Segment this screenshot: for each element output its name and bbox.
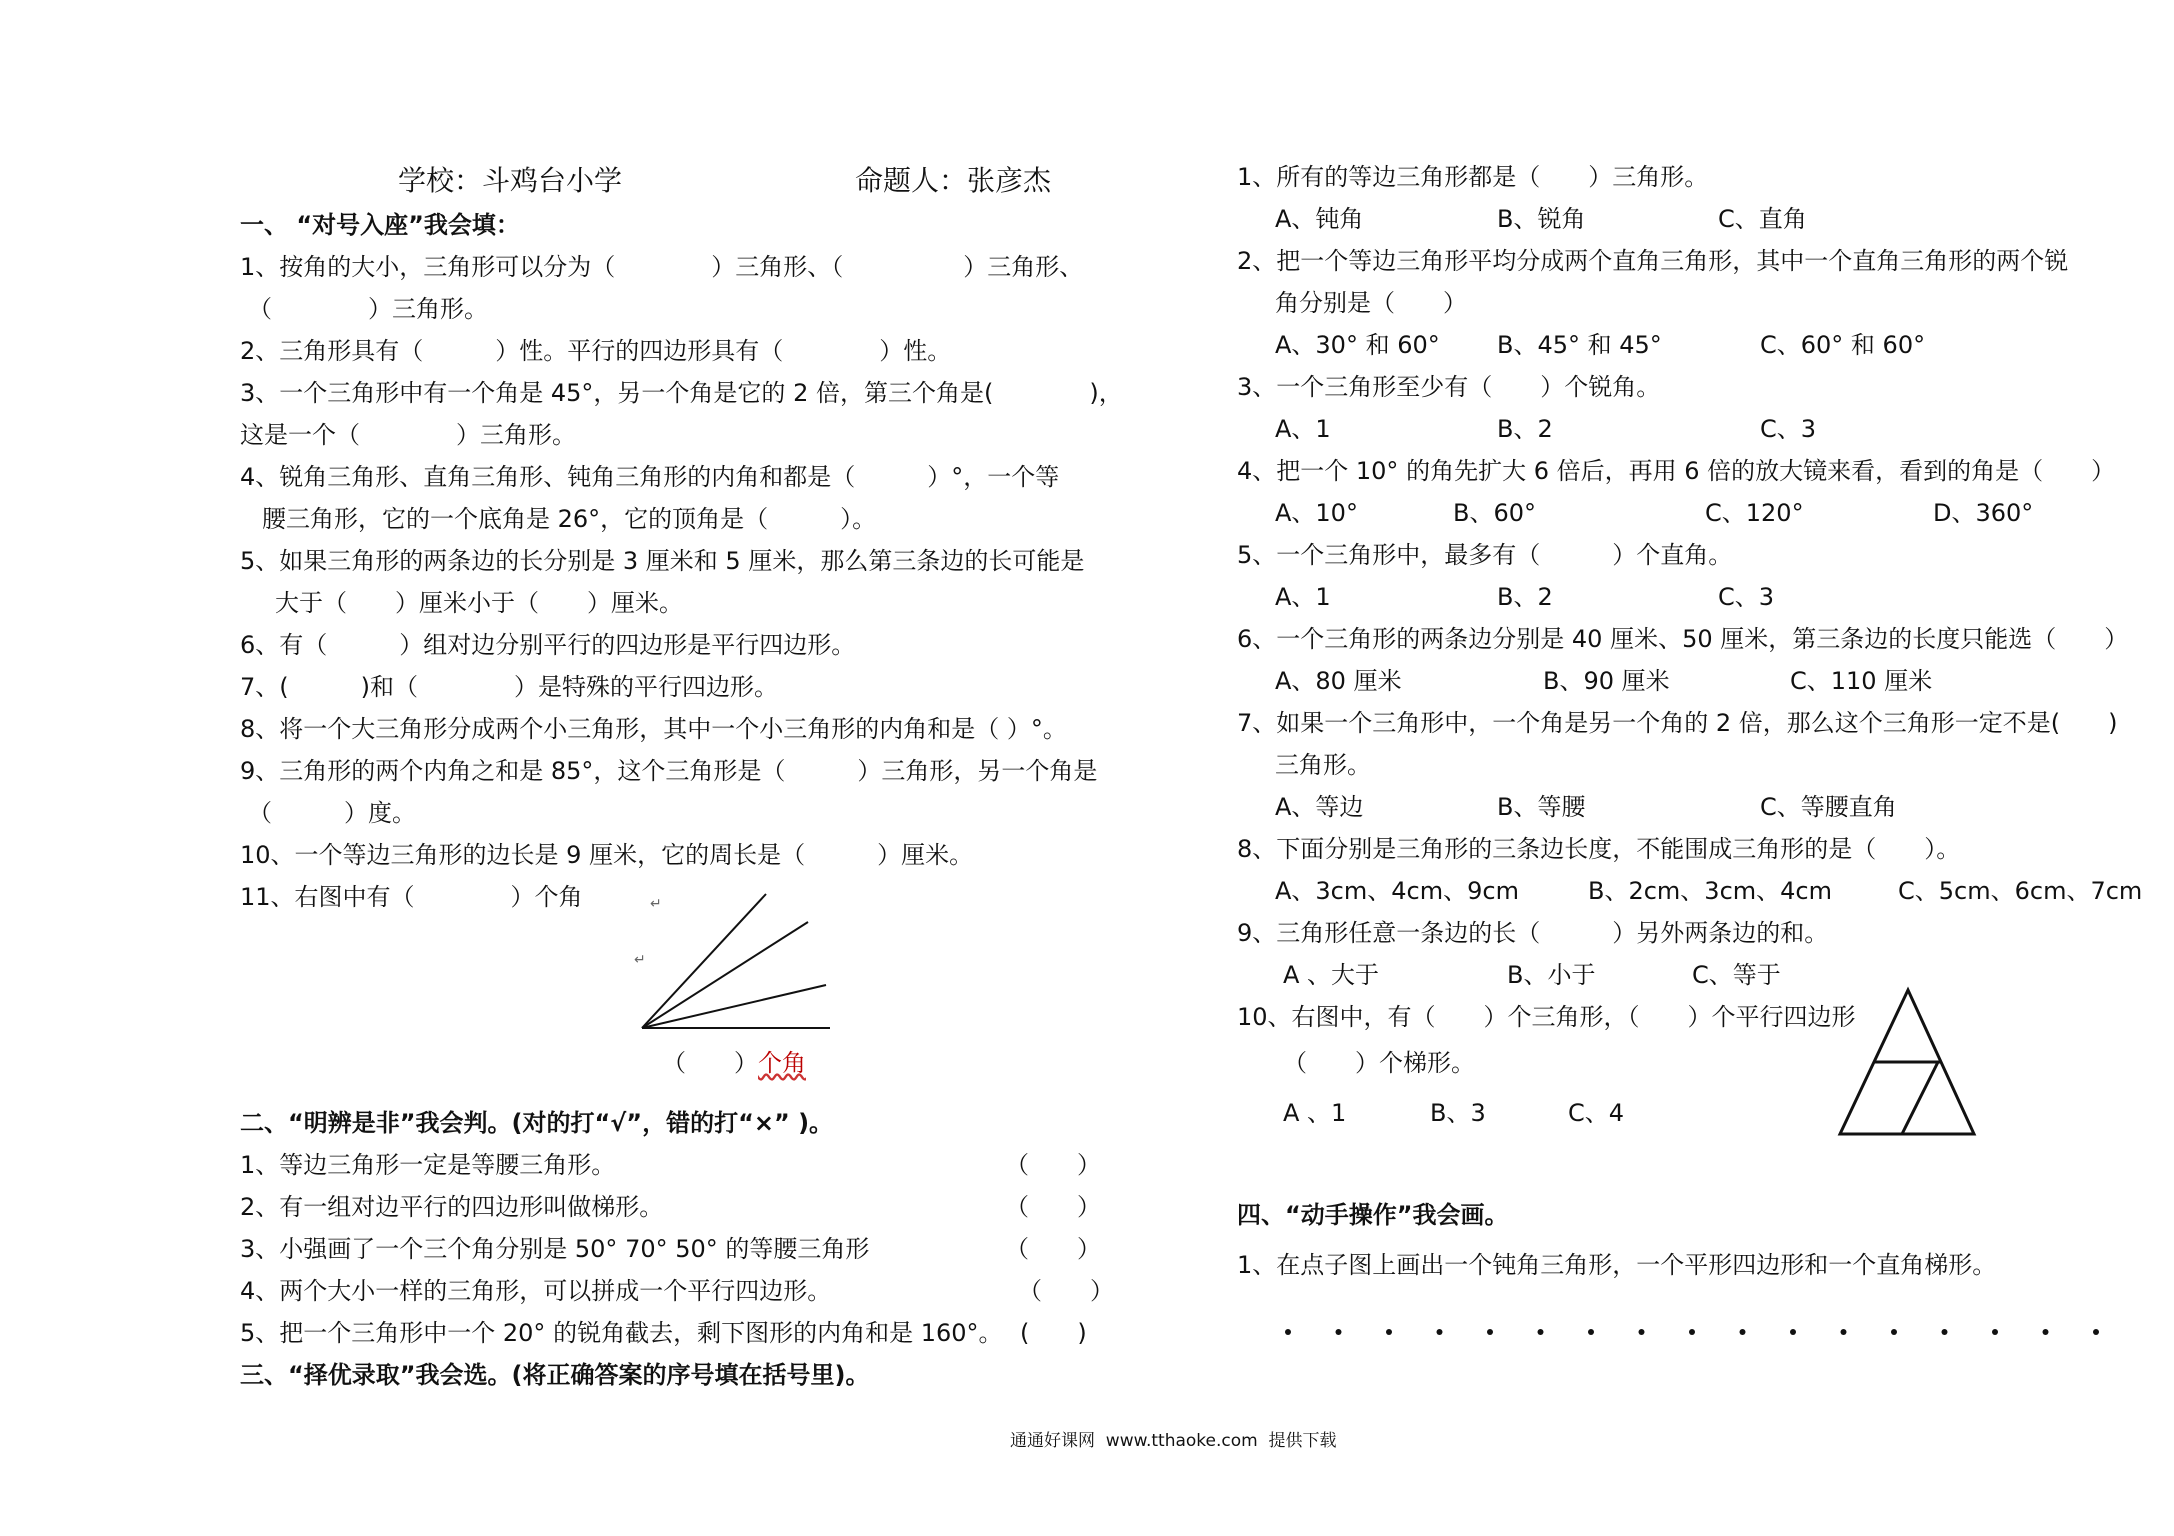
caption-blank: （ ）	[662, 1049, 758, 1077]
s1-line: 2、三角形具有（ ）性。平行的四边形具有（ ）性。	[240, 337, 952, 365]
grid-dot	[1891, 1329, 1897, 1335]
s3-option: B、2	[1497, 583, 1553, 611]
s2-item-text: 5、把一个三角形中一个 20° 的锐角截去，剩下图形的内角和是 160°。	[240, 1319, 1003, 1347]
svg-text:↵: ↵	[650, 896, 662, 912]
grid-dot	[1790, 1329, 1796, 1335]
author-label: 命题人：张彦杰	[855, 164, 1052, 197]
s3-question: 1、所有的等边三角形都是（ ）三角形。	[1237, 163, 1709, 191]
s3-option: B、90 厘米	[1543, 667, 1670, 695]
s3-question: 7、如果一个三角形中，一个角是另一个角的 2 倍，那么这个三角形一定不是( )	[1237, 709, 2118, 737]
grid-dot	[1841, 1329, 1847, 1335]
s1-line: 腰三角形，它的一个底角是 26°，它的顶角是（ ）。	[262, 505, 877, 533]
s3-option: D、360°	[1933, 499, 2034, 527]
s3-question: 4、把一个 10° 的角先扩大 6 倍后，再用 6 倍的放大镜来看，看到的角是（ ）	[1237, 457, 2116, 485]
school-label: 学校：斗鸡台小学	[398, 164, 623, 197]
angle-rays-figure	[630, 890, 850, 1040]
s2-item-mark: （ ）	[1005, 1151, 1101, 1179]
grid-dot	[2093, 1329, 2099, 1335]
grid-dot	[1386, 1329, 1392, 1335]
s3-option: B、3	[1430, 1099, 1486, 1127]
s1-line: 10、一个等边三角形的边长是 9 厘米，它的周长是（ ）厘米。	[240, 841, 974, 869]
s3-option: C、5cm、6cm、7cm	[1898, 877, 2143, 905]
s1-line: 3、一个三角形中有一个角是 45°，另一个角是它的 2 倍，第三个角是( )，	[240, 379, 1123, 407]
s3-option: B、小于	[1507, 961, 1596, 989]
grid-dot	[1285, 1329, 1291, 1335]
s1-line: 9、三角形的两个内角之和是 85°，这个三角形是（ ）三角形，另一个角是	[240, 757, 1098, 785]
s2-item-mark: （ ）	[1005, 1235, 1101, 1263]
section1-title: 一、 “对号入座”我会填：	[240, 211, 520, 239]
section2-title: 二、“明辨是非”我会判。(对的打“√”，错的打“×” )。	[240, 1109, 834, 1137]
grid-dot	[1942, 1329, 1948, 1335]
s1-line: 5、如果三角形的两条边的长分别是 3 厘米和 5 厘米，那么第三条边的长可能是	[240, 547, 1085, 575]
s3-option: B、等腰	[1497, 793, 1586, 821]
s1-line: （ ）度。	[248, 799, 416, 827]
section4-question: 1、在点子图上画出一个钝角三角形，一个平形四边形和一个直角梯形。	[1237, 1251, 1997, 1279]
s1-line: 这是一个（ ）三角形。	[240, 421, 576, 449]
s2-item-mark: （ ）	[1018, 1277, 1114, 1305]
s3-option: A、1	[1275, 415, 1331, 443]
s3-question-cont: 三角形。	[1275, 751, 1371, 779]
s3-option: B、2	[1497, 415, 1553, 443]
s3-option: C、110 厘米	[1790, 667, 1933, 695]
s3-option: C、3	[1760, 415, 1817, 443]
s3-option: C、等于	[1692, 961, 1781, 989]
s3-option: A、30° 和 60°	[1275, 331, 1440, 359]
s1-line: 4、锐角三角形、直角三角形、钝角三角形的内角和都是（ ）°，一个等	[240, 463, 1060, 491]
footer-text: 通通好课网 www.tthaoke.com 提供下载	[1010, 1431, 1337, 1451]
s1-line: 7、( )和（ ）是特殊的平行四边形。	[240, 673, 778, 701]
grid-dot	[1487, 1329, 1493, 1335]
grid-dot	[1336, 1329, 1342, 1335]
s2-item-text: 1、等边三角形一定是等腰三角形。	[240, 1151, 616, 1179]
s3-question: 2、把一个等边三角形平均分成两个直角三角形，其中一个直角三角形的两个锐	[1237, 247, 2069, 275]
dot-grid	[1280, 1322, 2120, 1342]
grid-dot	[1588, 1329, 1594, 1335]
s3-option: B、2cm、3cm、4cm	[1588, 877, 1832, 905]
figure-caption	[662, 1048, 806, 1078]
section4-title: 四、“动手操作”我会画。	[1237, 1201, 1509, 1229]
triangle-figure	[1838, 988, 1978, 1138]
caption-word: 个角	[758, 1049, 806, 1077]
s2-item-text: 3、小强画了一个三个角分别是 50° 70° 50° 的等腰三角形	[240, 1235, 870, 1263]
grid-dot	[1437, 1329, 1443, 1335]
s2-item-mark: （ ）	[1005, 1193, 1101, 1221]
s3-question: 3、一个三角形至少有（ ）个锐角。	[1237, 373, 1661, 401]
s3-option: A、80 厘米	[1275, 667, 1402, 695]
s1-line: 1、按角的大小，三角形可以分为（ ）三角形、（ ）三角形、	[240, 253, 1084, 281]
section3-title: 三、“择优录取”我会选。(将正确答案的序号填在括号里)。	[240, 1361, 870, 1389]
s3-option: C、4	[1568, 1099, 1625, 1127]
s1-line: 11、右图中有（ ）个角	[240, 883, 583, 911]
s3-question: 6、一个三角形的两条边分别是 40 厘米、50 厘米，第三条边的长度只能选（ ）	[1237, 625, 2129, 653]
s3-option: C、60° 和 60°	[1760, 331, 1926, 359]
s3-question-cont: 角分别是（ ）	[1275, 289, 1467, 317]
s3-question: 5、一个三角形中，最多有（ ）个直角。	[1237, 541, 1733, 569]
s3-option: C、直角	[1718, 205, 1807, 233]
s3-option: B、锐角	[1497, 205, 1586, 233]
s1-line: 6、有（ ）组对边分别平行的四边形是平行四边形。	[240, 631, 856, 659]
grid-dot	[1689, 1329, 1695, 1335]
grid-dot	[2043, 1329, 2049, 1335]
s3-option: A、等边	[1275, 793, 1364, 821]
s1-line: 8、将一个大三角形分成两个小三角形，其中一个小三角形的内角和是（ ）°。	[240, 715, 1067, 743]
s1-line: （ ）三角形。	[248, 295, 488, 323]
s1-line: 大于（ ）厘米小于（ ）厘米。	[275, 589, 683, 617]
s3-option: C、3	[1718, 583, 1775, 611]
s3-option: C、120°	[1705, 499, 1804, 527]
s3-question: 10、右图中，有（ ）个三角形，（ ）个平行四边形	[1237, 1003, 1856, 1031]
s3-question: 9、三角形任意一条边的长（ ）另外两条边的和。	[1237, 919, 1829, 947]
s3-option: A、钝角	[1275, 205, 1364, 233]
s3-option: A 、1	[1283, 1099, 1347, 1127]
s3-option: B、45° 和 45°	[1497, 331, 1662, 359]
s2-item-mark: ( )	[1020, 1319, 1087, 1347]
s3-option: A、10°	[1275, 499, 1358, 527]
grid-dot	[1992, 1329, 1998, 1335]
s3-option: B、60°	[1453, 499, 1537, 527]
svg-text:↵: ↵	[634, 952, 646, 968]
s3-question-cont: （ ）个梯形。	[1283, 1049, 1475, 1077]
s3-question: 8、下面分别是三角形的三条边长度，不能围成三角形的是（ ）。	[1237, 835, 1961, 863]
grid-dot	[1639, 1329, 1645, 1335]
s3-option: A 、大于	[1283, 961, 1380, 989]
s2-item-text: 2、有一组对边平行的四边形叫做梯形。	[240, 1193, 664, 1221]
s3-option: A、3cm、4cm、9cm	[1275, 877, 1519, 905]
grid-dot	[1538, 1329, 1544, 1335]
s3-option: A、1	[1275, 583, 1331, 611]
s3-option: C、等腰直角	[1760, 793, 1897, 821]
s2-item-text: 4、两个大小一样的三角形，可以拼成一个平行四边形。	[240, 1277, 832, 1305]
grid-dot	[1740, 1329, 1746, 1335]
